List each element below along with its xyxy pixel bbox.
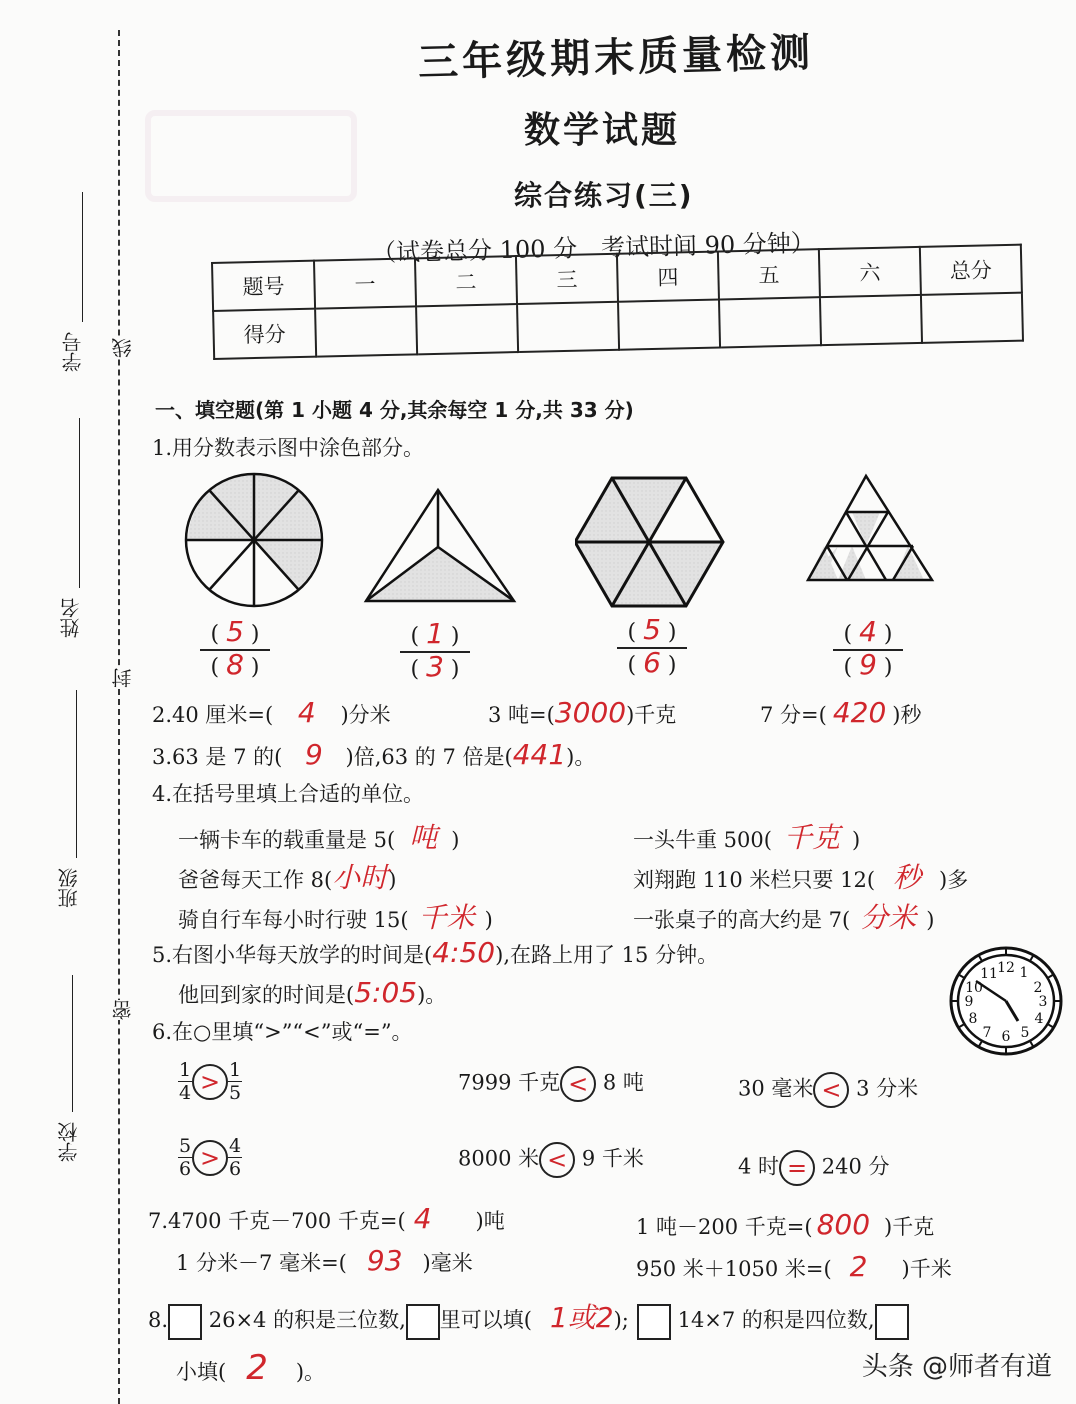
- svg-text:5: 5: [1020, 1025, 1030, 1041]
- score-cell[interactable]: [416, 304, 518, 354]
- score-cell[interactable]: [719, 297, 821, 347]
- col-header: 一: [314, 258, 416, 308]
- q3: 3.63 是 7 的( 9 )倍,63 的 7 倍是(441)。: [152, 738, 596, 771]
- q1-answer-2[interactable]: $\frac{( 1 )}{( 3 )}$: [400, 622, 470, 682]
- exam-info: （试卷总分 100 分 考试时间 90 分钟）: [371, 228, 816, 268]
- q4-item-4: 刘翔跑 110 米栏只要 12( 秒 )多: [633, 861, 969, 894]
- q4-answer-6[interactable]: 分米: [860, 901, 917, 934]
- q3-answer-2[interactable]: 441: [512, 738, 567, 771]
- triangle-thirds-figure: [360, 485, 520, 610]
- q8-blank-box-3[interactable]: [637, 1304, 671, 1340]
- svg-text:6: 6: [1001, 1029, 1011, 1045]
- q6-item-5: 8000 米 < 9 千米: [458, 1142, 644, 1178]
- svg-text:4: 4: [1034, 1011, 1044, 1027]
- q7-answer-4[interactable]: 2: [849, 1250, 868, 1283]
- q2a-answer[interactable]: 4: [297, 696, 316, 729]
- q7-item-2: 1 吨－200 千克=( 800 )千克: [636, 1208, 935, 1241]
- clock-icon: [948, 945, 1066, 1057]
- svg-text:10: 10: [965, 980, 983, 996]
- q4-item-3: 爸爸每天工作 8(小时): [178, 861, 397, 894]
- seal-char-mi: 密: [108, 1000, 137, 1020]
- q8-blank-box-1[interactable]: [168, 1304, 202, 1340]
- student-id-label: 学号: [61, 332, 85, 372]
- score-cell[interactable]: [820, 295, 922, 345]
- score-cell[interactable]: [618, 299, 720, 349]
- q8-line-1: 8. 26×4 的积是三位数, 里可以填( 1或2); 14×7 的积是四位数,: [148, 1296, 909, 1340]
- q6-compare-circle-2[interactable]: <: [560, 1066, 596, 1102]
- q7-answer-3[interactable]: 93: [366, 1244, 403, 1277]
- class-field[interactable]: [76, 690, 77, 858]
- score-table: [211, 244, 1024, 360]
- exam-section: 综合练习(三): [514, 179, 694, 212]
- col-header-total: 总分: [920, 245, 1022, 295]
- col-header: 五: [718, 249, 820, 299]
- q4-answer-3[interactable]: 小时: [332, 861, 389, 894]
- score-cell-total[interactable]: [921, 293, 1023, 343]
- q5-answer-2[interactable]: 5:05: [354, 976, 418, 1009]
- q7-item-3: 1 分米－7 毫米=( 93 )毫米: [176, 1244, 473, 1277]
- bleed-through-artifact: [145, 110, 357, 202]
- school-field[interactable]: [72, 975, 73, 1112]
- q1-answer-3[interactable]: $\frac{( 5 )}{( 6 )}$: [617, 618, 687, 678]
- section-heading: 一、填空题(第 1 小题 4 分,其余每空 1 分,共 33 分): [155, 398, 634, 422]
- seal-char-feng: 封: [108, 668, 137, 688]
- q6-item-1: $\frac{1}{4}$ > $\frac{1}{5}$: [178, 1059, 242, 1104]
- q4-answer-4[interactable]: 秒: [893, 861, 922, 894]
- q6-compare-circle-3[interactable]: <: [813, 1072, 849, 1108]
- q7-item-1: 7.4700 千克－700 千克=( 4 )吨: [148, 1202, 505, 1235]
- svg-text:12: 12: [997, 960, 1015, 976]
- q8-blank-box-2[interactable]: [406, 1304, 440, 1340]
- q6-compare-circle-4[interactable]: >: [192, 1140, 228, 1176]
- q6-item-2: 7999 千克 < 8 吨: [458, 1066, 644, 1102]
- q8-line-2: 小填( 2 )。: [176, 1348, 326, 1388]
- svg-text:11: 11: [980, 966, 998, 982]
- school-label: 学校: [57, 1122, 81, 1162]
- q1-answer-1[interactable]: $\frac{( 5 )}{( 8 )}$: [200, 620, 270, 680]
- name-label: 姓名: [59, 598, 83, 638]
- svg-text:9: 9: [964, 994, 974, 1010]
- q4-answer-5[interactable]: 千米: [418, 901, 475, 934]
- q8-blank-box-4[interactable]: [875, 1304, 909, 1340]
- q8-answer-1[interactable]: 1或2: [549, 1301, 614, 1334]
- q4-item-6: 一张桌子的高大约是 7( 分米 ): [633, 901, 935, 934]
- q6-compare-circle-1[interactable]: >: [192, 1064, 228, 1100]
- seal-char-xian: 线: [108, 338, 137, 358]
- q6-compare-circle-5[interactable]: <: [539, 1142, 575, 1178]
- svg-text:2: 2: [1033, 980, 1043, 996]
- svg-text:7: 7: [982, 1025, 992, 1041]
- q7-answer-2[interactable]: 800: [816, 1208, 871, 1241]
- q2c-answer[interactable]: 420: [832, 696, 887, 729]
- svg-text:3: 3: [1038, 994, 1048, 1010]
- q1-prompt: 1.用分数表示图中涂色部分。: [152, 436, 425, 460]
- row-header-question: 题号: [212, 261, 315, 311]
- q7-item-4: 950 米＋1050 米=( 2 )千米: [636, 1250, 952, 1283]
- row-header-score: 得分: [213, 309, 316, 359]
- col-header: 二: [415, 256, 517, 306]
- q4-prompt: 4.在括号里填上合适的单位。: [152, 782, 425, 806]
- q5-answer-1[interactable]: 4:50: [432, 936, 496, 969]
- q8-answer-2[interactable]: 2: [246, 1348, 268, 1388]
- binding-dashed-line: [118, 30, 120, 1404]
- q4-answer-2[interactable]: 千克: [783, 821, 840, 854]
- q5-line-1: 5.右图小华每天放学的时间是(4:50),在路上用了 15 分钟。: [152, 936, 719, 969]
- q2a: 2.40 厘米=( 4 )分米: [152, 696, 391, 729]
- score-cell[interactable]: [315, 306, 417, 356]
- q4-item-5: 骑自行车每小时行驶 15( 千米 ): [178, 901, 493, 934]
- q2b-answer[interactable]: 3000: [554, 696, 627, 729]
- q6-item-4: $\frac{5}{6}$ > $\frac{4}{6}$: [178, 1135, 242, 1180]
- q2b: 3 吨=(3000)千克: [488, 696, 677, 729]
- name-field[interactable]: [79, 418, 80, 588]
- triangle-ninths-figure: [795, 468, 945, 588]
- q5-line-2: 他回到家的时间是(5:05)。: [178, 976, 447, 1009]
- q4-item-1: 一辆卡车的载重量是 5( 吨 ): [178, 821, 460, 854]
- q6-item-6: 4 时 = 240 分: [738, 1150, 890, 1186]
- q6-compare-circle-6[interactable]: =: [779, 1150, 815, 1186]
- col-header: 六: [819, 247, 921, 297]
- svg-text:1: 1: [1019, 965, 1029, 981]
- student-id-field[interactable]: [82, 192, 83, 322]
- svg-text:8: 8: [968, 1011, 978, 1027]
- q6-prompt: 6.在○里填“>”“<”或“=”。: [152, 1020, 413, 1044]
- col-header: 四: [617, 251, 719, 301]
- q1-answer-4[interactable]: $\frac{( 4 )}{( 9 )}$: [833, 620, 903, 680]
- col-header: 三: [516, 254, 618, 304]
- exam-title: 三年级期末质量检测: [417, 29, 815, 87]
- q4-answer-1[interactable]: 吨: [409, 821, 438, 854]
- hexagon-sixths-figure: [575, 475, 725, 610]
- q2c: 7 分=( 420 )秒: [760, 696, 922, 729]
- q4-item-2: 一头牛重 500( 千克 ): [633, 821, 861, 854]
- q3-answer-1[interactable]: 9: [305, 738, 323, 771]
- circle-fraction-figure: [180, 470, 330, 610]
- watermark: 头条 @师者有道: [861, 1352, 1052, 1382]
- score-cell[interactable]: [517, 302, 619, 352]
- class-label: 班级: [57, 868, 81, 908]
- q7-answer-1[interactable]: 4: [413, 1202, 432, 1235]
- q6-item-3: 30 毫米 < 3 分米: [738, 1072, 918, 1108]
- exam-subtitle: 数学试题: [524, 110, 681, 151]
